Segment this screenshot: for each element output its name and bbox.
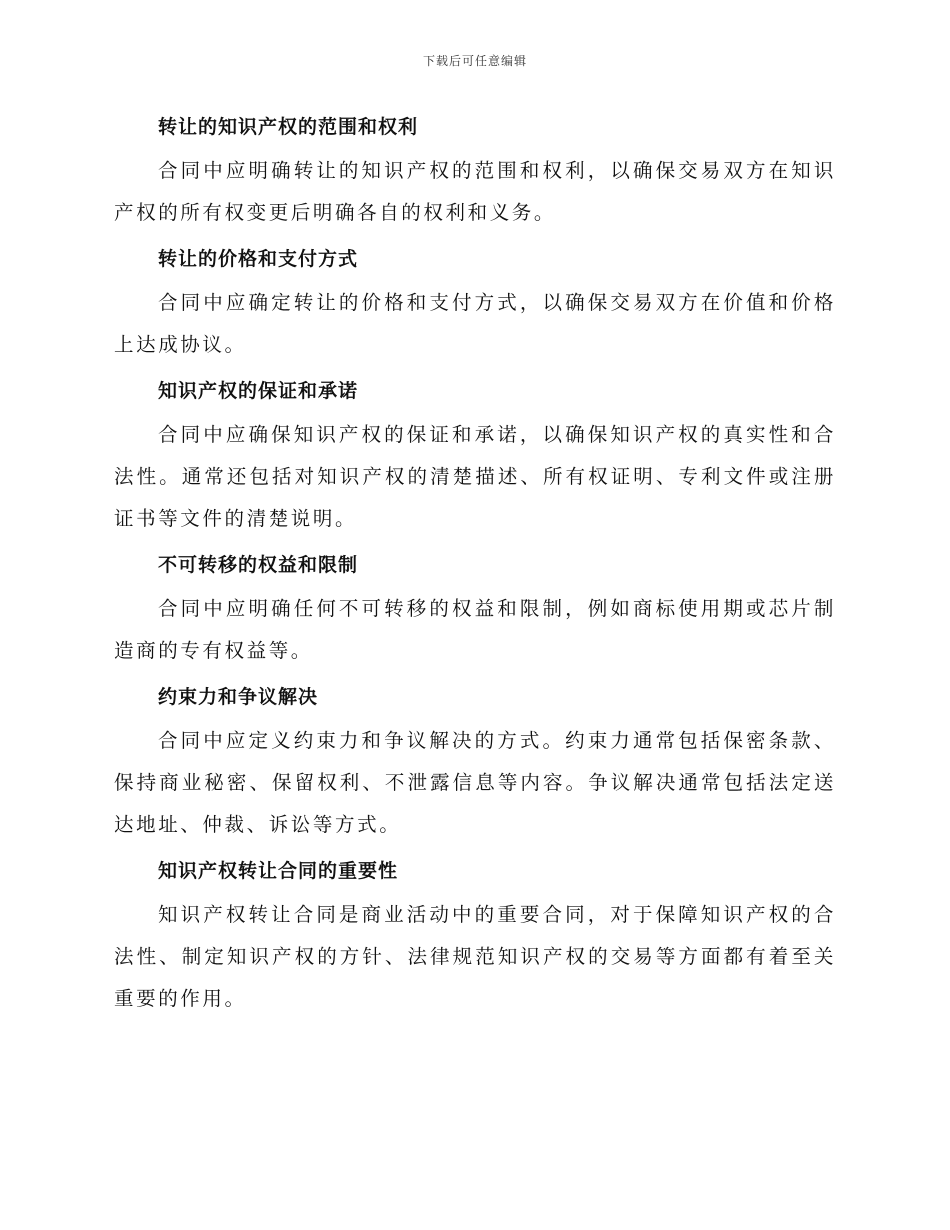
section-heading-dispute: 约束力和争议解决 — [158, 686, 319, 708]
section-heading-importance: 知识产权转让合同的重要性 — [158, 860, 399, 882]
section-heading-guarantee: 知识产权的保证和承诺 — [158, 380, 359, 402]
document-body — [114, 104, 836, 1022]
section-body-price: 合同中应确定转让的价格和支付方式，以确保交易双方在价值和价格上达成协议。 — [114, 291, 836, 356]
section-heading-restrictions: 不可转移的权益和限制 — [158, 554, 359, 576]
page-header: 下载后可任意编辑 — [422, 54, 527, 68]
section-body-scope: 合同中应明确转让的知识产权的范围和权利，以确保交易双方在知识产权的所有权变更后明确各自的权利和义务。 — [114, 159, 836, 224]
section-body-dispute: 合同中应定义约束力和争议解决的方式。约束力通常包括保密条款、保持商业秘密、保留权利、不泄露信息等内容。争议解决通常包括法定送达地址、仲裁、诉讼等方式。 — [114, 729, 836, 836]
section-body-importance: 知识产权转让合同是商业活动中的重要合同，对于保障知识产权的合法性、制定知识产权的方针、法律规范知识产权的交易等方面都有着至关重要的作用。 — [114, 903, 836, 1010]
section-heading-scope: 转让的知识产权的范围和权利 — [158, 116, 419, 138]
section-body-restrictions: 合同中应明确任何不可转移的权益和限制，例如商标使用期或芯片制造商的专有权益等。 — [114, 597, 836, 662]
section-heading-price: 转让的价格和支付方式 — [158, 248, 359, 270]
section-body-guarantee: 合同中应确保知识产权的保证和承诺，以确保知识产权的真实性和合法性。通常还包括对知识产权的清楚描述、所有权证明、专利文件或注册证书等文件的清楚说明。 — [114, 423, 836, 530]
